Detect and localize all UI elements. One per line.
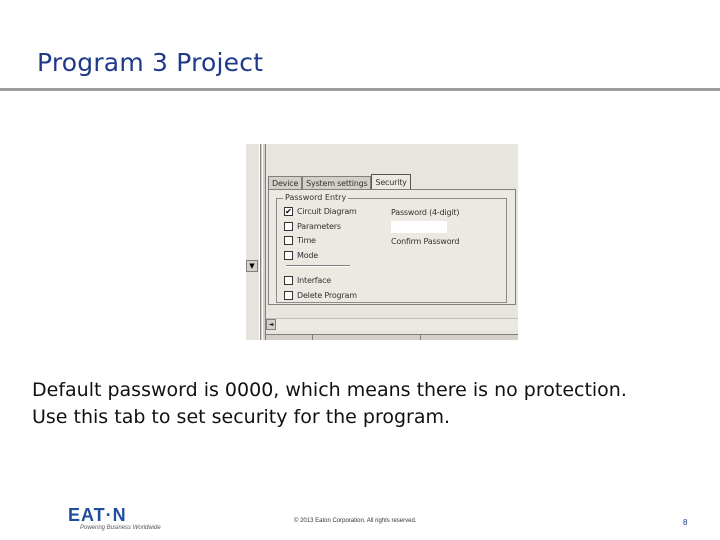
group-separator bbox=[286, 265, 350, 267]
left-panel bbox=[246, 144, 260, 340]
checkbox-interface[interactable] bbox=[284, 276, 293, 285]
checkbox-label: Delete Program bbox=[297, 291, 357, 300]
password-label: Password (4-digit) bbox=[391, 208, 460, 217]
tab-system-settings[interactable]: System settings bbox=[302, 176, 371, 190]
tab-strip bbox=[268, 174, 411, 190]
status-divider bbox=[312, 335, 313, 340]
description-line-1: Default password is 0000, which means there is no protection. bbox=[32, 379, 627, 401]
checkbox-row-delete-program[interactable] bbox=[284, 290, 357, 301]
security-settings-screenshot bbox=[246, 144, 518, 340]
logo-tagline: Powering Business Worldwide bbox=[80, 525, 161, 531]
status-divider bbox=[420, 335, 421, 340]
password-entry-group bbox=[276, 193, 507, 303]
checkbox-row-circuit-diagram[interactable] bbox=[284, 206, 357, 217]
checkbox-row-time[interactable] bbox=[284, 235, 316, 246]
checkbox-label: Interface bbox=[297, 276, 332, 285]
checkbox-label: Parameters bbox=[297, 222, 341, 231]
logo-wordmark: EAT·N bbox=[68, 505, 127, 525]
checkbox-label: Time bbox=[297, 236, 316, 245]
checkbox-parameters[interactable] bbox=[284, 222, 293, 231]
page-number: 8 bbox=[683, 518, 688, 527]
horizontal-scrollbar[interactable] bbox=[266, 318, 518, 330]
checkbox-row-interface[interactable] bbox=[284, 275, 331, 286]
group-title: Password Entry bbox=[285, 193, 347, 202]
dropdown-arrow-icon[interactable]: ▼ bbox=[246, 260, 258, 272]
checkbox-delete-program[interactable] bbox=[284, 291, 293, 300]
checkbox-row-mode[interactable] bbox=[284, 250, 318, 261]
title-divider bbox=[0, 88, 720, 91]
checkbox-label: Circuit Diagram bbox=[297, 207, 357, 216]
tab-device[interactable]: Device bbox=[268, 176, 302, 190]
confirm-password-label: Confirm Password bbox=[391, 237, 460, 246]
checkbox-label: Mode bbox=[297, 251, 318, 260]
status-bar bbox=[266, 334, 518, 340]
password-field[interactable] bbox=[391, 221, 447, 233]
copyright-notice: © 2013 Eaton Corporation. All rights reserved. bbox=[294, 518, 417, 524]
tab-security[interactable]: Security bbox=[371, 174, 410, 190]
security-tab-body bbox=[268, 189, 516, 305]
settings-pane bbox=[266, 144, 518, 340]
eaton-logo bbox=[68, 505, 161, 534]
scroll-left-icon[interactable]: ◄ bbox=[266, 319, 276, 330]
description-line-2: Use this tab to set security for the program. bbox=[32, 406, 451, 428]
checkbox-time[interactable] bbox=[284, 236, 293, 245]
checkbox-circuit-diagram[interactable]: ✔ bbox=[285, 207, 292, 216]
description-text bbox=[32, 377, 692, 431]
checkbox-mode[interactable] bbox=[284, 251, 293, 260]
slide-title: Program 3 Project bbox=[37, 48, 264, 77]
checkbox-row-parameters[interactable] bbox=[284, 221, 341, 232]
